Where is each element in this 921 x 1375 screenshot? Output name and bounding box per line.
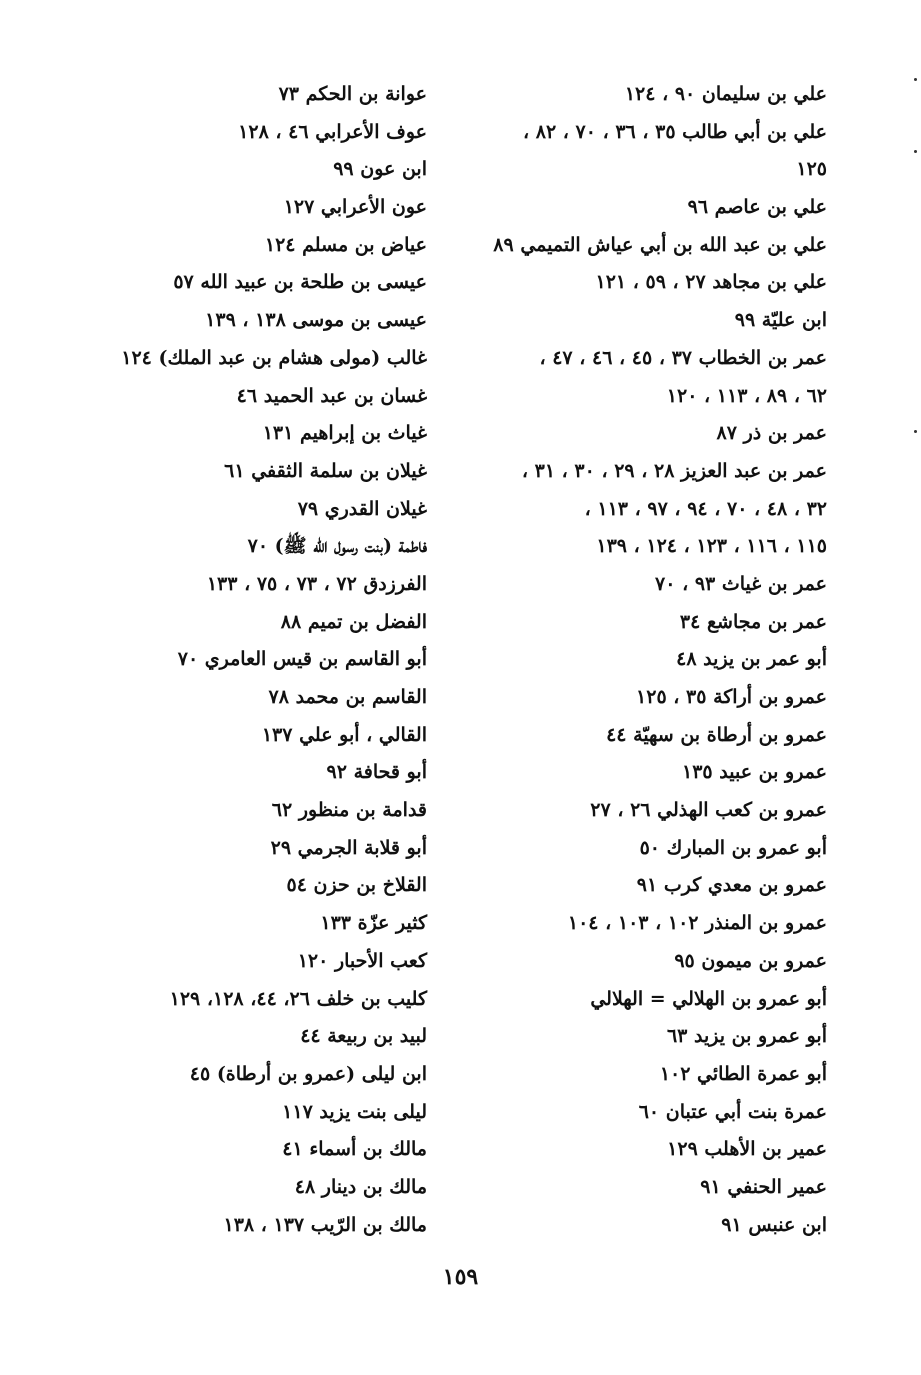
index-entry: أبو عمرة الطائي ١٠٢: [659, 1062, 827, 1085]
index-entry: عمير الحنفي ٩١: [700, 1175, 827, 1198]
index-column-left: [97, 76, 427, 1244]
index-entry: كعب الأحبار ١٢٠: [297, 949, 427, 972]
index-entry: عمير بن الأهلب ١٢٩: [667, 1138, 827, 1161]
index-entry: عيسى بن موسى ١٣٨ ، ١٣٩: [205, 309, 427, 332]
index-entry: الفرزدق ٧٢ ، ٧٣ ، ٧٥ ، ١٣٣: [206, 572, 427, 595]
index-entry: ابن ليلى (عمرو بن أرطاة) ٤٥: [189, 1062, 427, 1085]
index-entry: كليب بن خلف ٢٦، ٤٤، ١٢٨، ١٢٩: [169, 987, 427, 1010]
index-entry: أبو القاسم بن قيس العامري ٧٠: [177, 648, 427, 671]
index-entry: عمرو بن معدي كرب ٩١: [636, 874, 827, 897]
index-entry: عمرو بن أرطاة بن سهيّة ٤٤: [606, 723, 827, 746]
index-entry: ٦٢ ، ٨٩ ، ١١٣ ، ١٢٠: [666, 384, 827, 407]
index-entry: عمر بن عبد العزيز ٢٨ ، ٢٩ ، ٣٠ ، ٣١ ،: [521, 459, 827, 482]
index-entry: ليلى بنت يزيد ١١٧: [282, 1100, 427, 1123]
index-entry: أبو عمرو بن يزيد ٦٣: [666, 1025, 827, 1048]
margin-mark: [914, 78, 917, 81]
index-entry: غسان بن عبد الحميد ٤٦: [236, 384, 427, 407]
page-number: ١٥٩: [442, 1264, 479, 1290]
index-entry: مالك بن الرّيب ١٣٧ ، ١٣٨: [223, 1213, 427, 1236]
index-entry: غيلان بن سلمة الثقفي ٦١: [224, 459, 427, 482]
index-entry: مالك بن دينار ٤٨: [294, 1175, 427, 1198]
index-entry: عمرو بن ميمون ٩٥: [674, 949, 827, 972]
index-entry: عياض بن مسلم ١٢٤: [264, 233, 427, 256]
index-entry: أبو عمرو بن المبارك ٥٠: [639, 836, 827, 859]
index-entry: عمر بن غياث ٩٣ ، ٧٠: [655, 572, 827, 595]
margin-mark: [914, 430, 917, 433]
index-entry: عوف الأعرابي ٤٦ ، ١٢٨: [238, 120, 427, 143]
index-entry: مالك بن أسماء ٤١: [282, 1138, 427, 1161]
index-entry: الفضل بن تميم ٨٨: [280, 610, 427, 633]
index-entry: عوانة بن الحكم ٧٣: [278, 83, 427, 105]
index-entry: ابن عنبس ٩١: [721, 1213, 827, 1236]
index-entry: عمرو بن المنذر ١٠٢ ، ١٠٣ ، ١٠٤: [567, 912, 827, 935]
index-entry: عمرو بن أراكة ٣٥ ، ١٢٥: [636, 686, 827, 708]
index-entry: علي بن سليمان ٩٠ ، ١٢٤: [624, 83, 827, 105]
index-entry: علي بن مجاهد ٢٧ ، ٥٩ ، ١٢١: [595, 271, 827, 294]
index-entry: القالي ، أبو علي ١٣٧: [261, 723, 427, 746]
index-entry: علي بن أبي طالب ٣٥ ، ٣٦ ، ٧٠ ، ٨٢ ،: [523, 120, 827, 143]
index-entry: عمر بن مجاشع ٣٤: [679, 610, 827, 633]
index-entry: أبو عمرو بن الهلالي = الهلالي: [590, 987, 827, 1010]
index-entry: ١١٥ ، ١١٦ ، ١٢٣ ، ١٢٤ ، ١٣٩: [596, 535, 827, 558]
index-entry: علي بن عاصم ٩٦: [687, 196, 827, 219]
index-entry: عون الأعرابي ١٢٧: [283, 196, 427, 219]
index-entry: أبو قحافة ٩٢: [326, 761, 427, 784]
index-entry: عمرة بنت أبي عتبان ٦٠: [638, 1100, 827, 1123]
index-entry: أبو قلابة الجرمي ٢٩: [270, 836, 427, 859]
index-entry: القاسم بن محمد ٧٨: [268, 686, 427, 708]
index-entry: لبيد بن ربيعة ٤٤: [300, 1025, 427, 1048]
index-entry: ابن عون ٩٩: [333, 158, 427, 181]
index-entry: ٣٢ ، ٤٨ ، ٧٠ ، ٩٤ ، ٩٧ ، ١١٣ ،: [584, 497, 827, 520]
margin-mark: [914, 150, 917, 153]
index-entry: عمرو بن عبيد ١٣٥: [682, 761, 827, 784]
index-entry: ١٢٥: [796, 158, 827, 181]
index-entry: غالب (مولى هشام بن عبد الملك) ١٢٤: [121, 346, 427, 369]
index-entry: غياث بن إبراهيم ١٣١: [262, 422, 427, 445]
index-entry: قدامة بن منظور ٦٢: [271, 799, 427, 822]
index-entry: القلاخ بن حزن ٥٤: [286, 874, 427, 897]
index-entry: عمر بن ذر ٨٧: [716, 422, 827, 445]
index-entry: أبو عمر بن يزيد ٤٨: [676, 648, 827, 671]
index-entry: ابن عليّة ٩٩: [734, 309, 827, 332]
index-entry: عمرو بن كعب الهذلي ٢٦ ، ٢٧: [590, 799, 827, 822]
index-entry: علي بن عبد الله بن أبي عياش التميمي ٨٩: [493, 233, 827, 256]
index-entry: كثير عزّة ١٣٣: [320, 912, 427, 935]
index-entry: غيلان القدري ٧٩: [297, 497, 427, 520]
index-entry: عيسى بن طلحة بن عبيد الله ٥٧: [173, 271, 427, 294]
index-entry: فاطمة (بنت رسول الله ﷺ) ٧٠: [247, 535, 427, 558]
index-entry: عمر بن الخطاب ٣٧ ، ٤٥ ، ٤٦ ، ٤٧ ،: [539, 346, 827, 369]
index-column-right: [487, 76, 827, 1244]
